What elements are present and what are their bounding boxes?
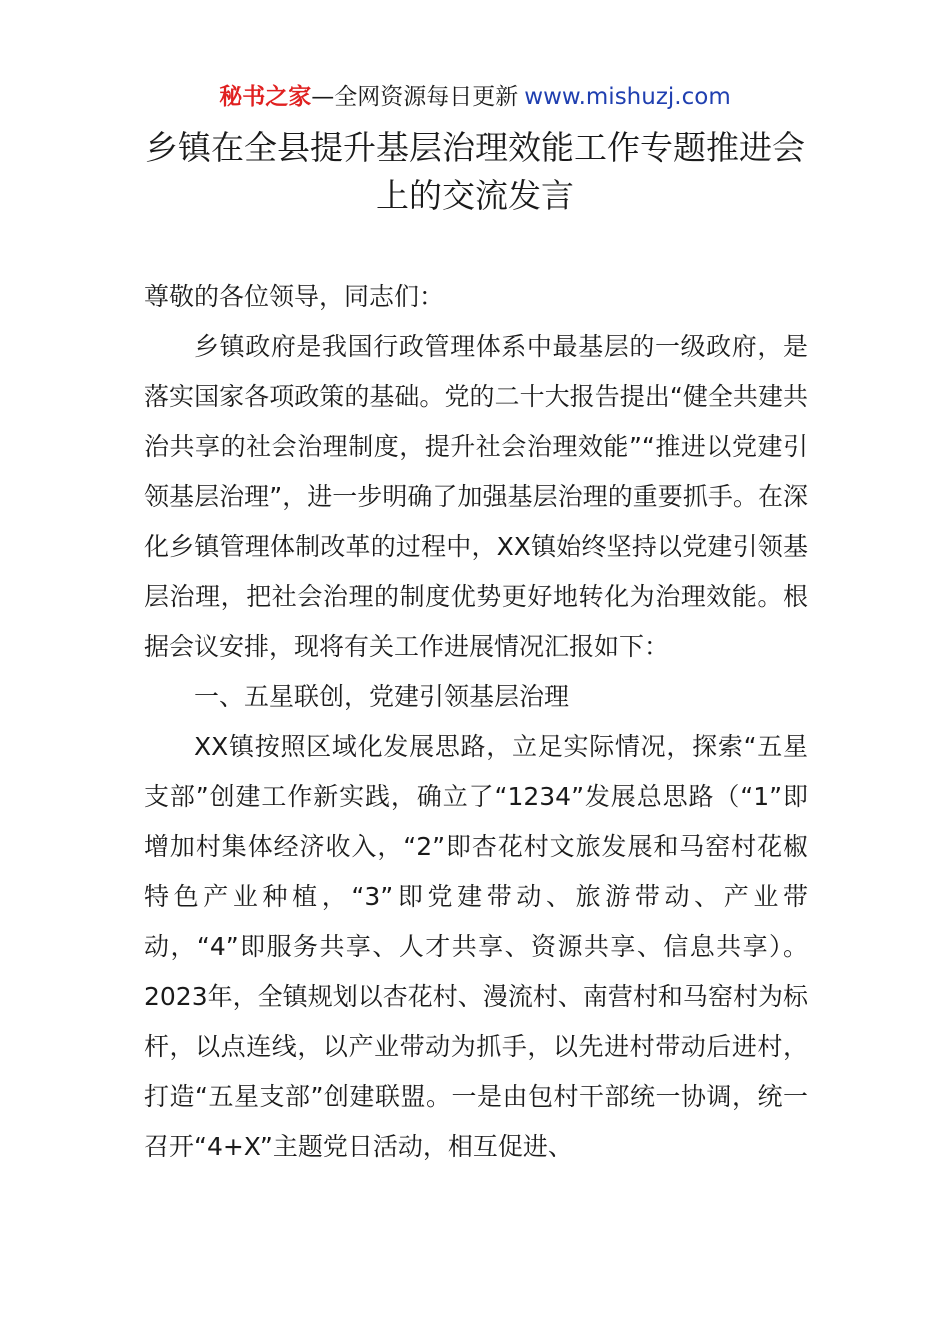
document-title: 乡镇在全县提升基层治理效能工作专题推进会上的交流发言 <box>145 128 805 215</box>
document-body <box>144 272 808 1172</box>
paragraph-intro: 乡镇政府是我国行政管理体系中最基层的一级政府，是落实国家各项政策的基础。党的二十大报告提出“健全共建共治共享的社会治理制度，提升社会治理效能”“推进以党建引领基层治理”，进一步明确了加强基层治理的重要抓手。在深化乡镇管理体制改革的过程中，XX镇始终坚持以党建引领基层治理，把社会治理的制度优势更好地转化为治理效能。根据会议安排，现将有关工作进展情况汇报如下： <box>144 332 808 661</box>
brand-name: 秘书之家 <box>219 84 312 110</box>
site-link[interactable]: www.mishuzj.com <box>524 84 731 110</box>
paragraph-section-1: XX镇按照区域化发展思路，立足实际情况，探索“五星支部”创建工作新实践，确立了“1234”发展总思路（“1”即增加村集体经济收入，“2”即杏花村文旅发展和马窑村花椒特色产业种植，“3”即党建带动、旅游带动、产业带动，“4”即服务共享、人才共享、资源共享、信息共享）。2023年，全镇规划以杏花村、漫流村、南营村和马窑村为标杆，以点连线，以产业带动为抓手，以先进村带动后进村，打造“五星支部”创建联盟。一是由包村干部统一协调，统一召开“4+X”主题党日活动，相互促进、 <box>144 732 808 1161</box>
salutation: 尊敬的各位领导，同志们： <box>144 282 445 311</box>
section-heading-1: 一、五星联创，党建引领基层治理 <box>194 682 570 711</box>
site-header <box>0 80 950 114</box>
header-tagline: —全网资源每日更新 <box>311 84 519 110</box>
